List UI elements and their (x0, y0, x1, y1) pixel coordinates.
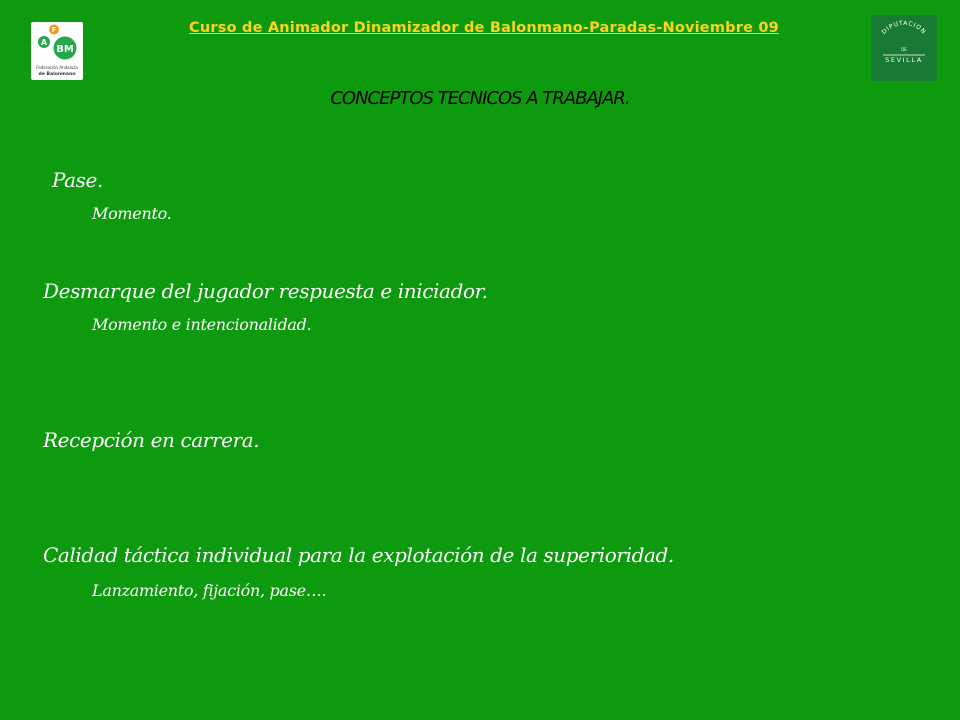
concept-pase: Pase. (52, 168, 103, 192)
diputacion-de-text: DE (901, 47, 907, 52)
concept-recepcion: Recepción en carrera. (43, 428, 260, 452)
fabm-caption-line1: Federación Andaluza (36, 65, 78, 70)
fabm-logo (31, 22, 83, 80)
concept-desmarque-detail: Momento e intencionalidad. (92, 315, 312, 334)
fabm-letters-bm: BM (56, 44, 74, 55)
diputacion-sevilla-text: SEVILLA (885, 56, 923, 64)
concept-calidad: Calidad táctica individual para la explotación de la superioridad. (43, 543, 674, 567)
slide-title: CONCEPTOS TECNICOS A TRABAJAR. (330, 88, 630, 109)
fabm-letter-f: F (51, 26, 57, 34)
fabm-logo-graphic (31, 22, 83, 80)
concept-pase-detail: Momento. (92, 204, 172, 223)
concept-desmarque: Desmarque del jugador respuesta e iniciador. (43, 279, 488, 303)
diputacion-arc-text: DIPUTACION (880, 19, 928, 36)
fabm-caption-line2: de Balonmano (38, 72, 76, 77)
course-header: Curso de Animador Dinamizador de Balonmano-Paradas-Noviembre 09 (189, 20, 779, 36)
concept-calidad-detail: Lanzamiento, fijación, pase…. (92, 581, 327, 600)
diputacion-logo-graphic (871, 15, 937, 81)
diputacion-sevilla-logo (871, 15, 937, 81)
fabm-letter-a: A (40, 38, 48, 47)
